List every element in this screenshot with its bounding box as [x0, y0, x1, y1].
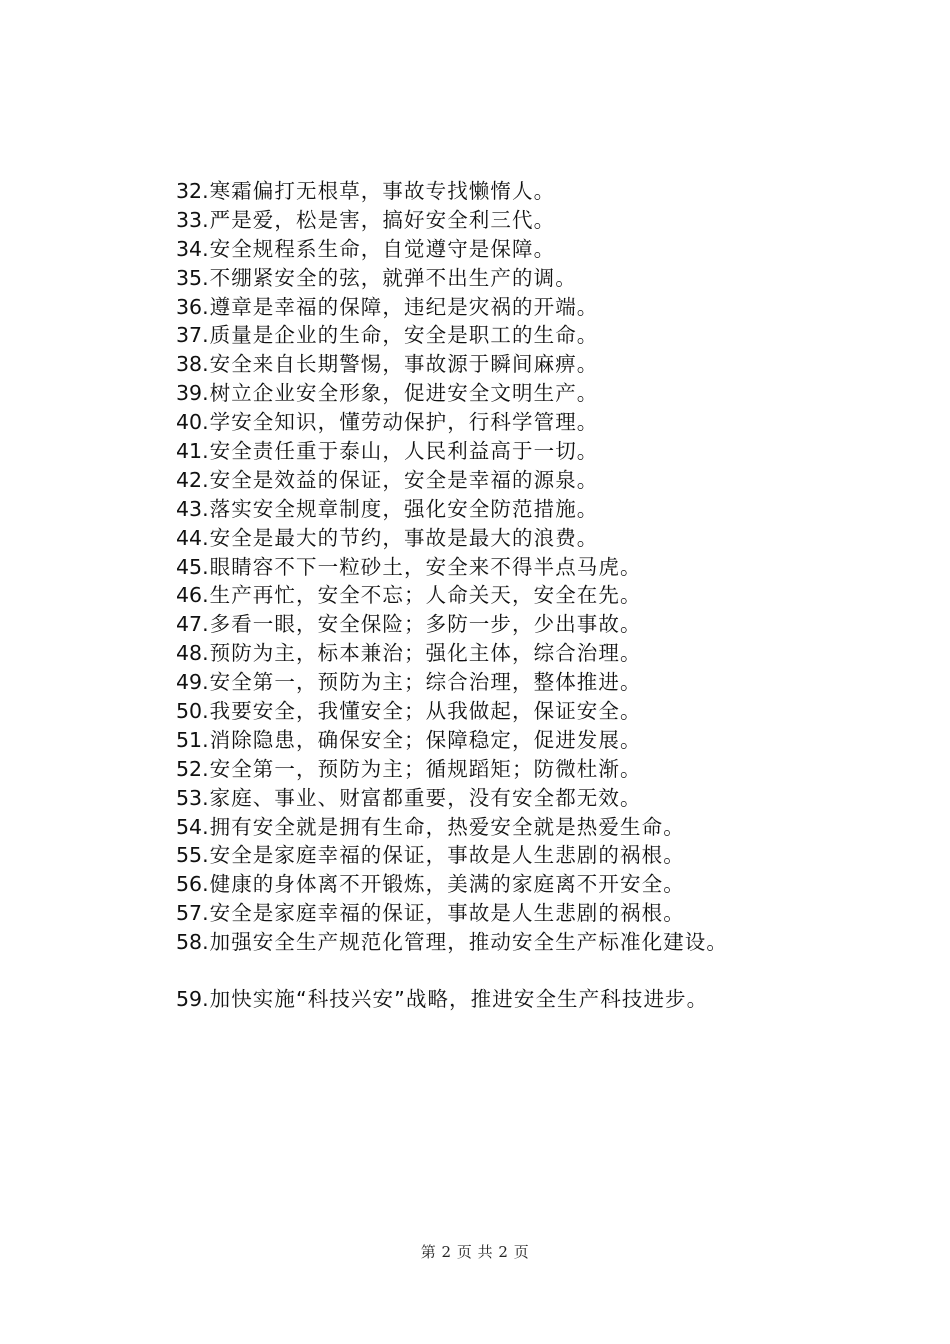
- slogan-text: 加强安全生产规范化管理，推动安全生产标准化建设。: [209, 930, 729, 955]
- slogan-item: [176, 350, 896, 379]
- slogan-item: [176, 524, 896, 553]
- slogan-number: 36.: [176, 294, 209, 319]
- slogan-number: 51.: [176, 727, 209, 752]
- slogan-text: 加快实施“科技兴安”战略，推进安全生产科技进步。: [209, 987, 709, 1012]
- slogan-item: [176, 668, 896, 697]
- slogan-text: 严是爱，松是害，搞好安全利三代。: [209, 207, 556, 232]
- slogan-text: 安全责任重于泰山，人民利益高于一切。: [209, 439, 599, 464]
- slogan-number: 35.: [176, 265, 209, 290]
- slogan-item: [176, 437, 896, 466]
- slogan-item: [176, 466, 896, 495]
- slogan-number: 48.: [176, 641, 209, 666]
- slogan-text: 安全来自长期警惕，事故源于瞬间麻痹。: [209, 352, 599, 377]
- slogan-text: 安全第一，预防为主；循规蹈矩；防微杜渐。: [209, 756, 642, 781]
- slogan-number: 55.: [176, 843, 209, 868]
- slogan-item: [176, 177, 896, 206]
- slogan-text: 消除隐患，确保安全；保障稳定，促进发展。: [209, 727, 642, 752]
- slogan-text: 家庭、事业、财富都重要，没有安全都无效。: [209, 785, 642, 810]
- slogan-text: 安全是最大的节约，事故是最大的浪费。: [209, 525, 599, 550]
- slogan-number: 40.: [176, 410, 209, 435]
- slogan-number: 32.: [176, 179, 209, 203]
- slogan-item: [176, 697, 896, 726]
- slogan-text: 我要安全，我懂安全；从我做起，保证安全。: [209, 699, 642, 724]
- slogan-item: [176, 264, 896, 293]
- slogan-number: 45.: [176, 554, 209, 579]
- slogan-item: [176, 581, 896, 610]
- slogan-number: 46.: [176, 583, 209, 608]
- slogan-text: 质量是企业的生命，安全是职工的生命。: [209, 323, 599, 348]
- slogan-text: 树立企业安全形象，促进安全文明生产。: [209, 381, 599, 406]
- slogan-number: 33.: [176, 207, 209, 232]
- slogan-number: 41.: [176, 439, 209, 464]
- slogan-number: 56.: [176, 872, 209, 897]
- slogan-text: 生产再忙，安全不忘；人命关天，安全在先。: [209, 583, 642, 608]
- slogan-number: 34.: [176, 236, 209, 261]
- slogan-number: 43.: [176, 496, 209, 521]
- slogan-item: [176, 784, 896, 813]
- slogan-item: [176, 495, 896, 524]
- slogan-item: [176, 841, 896, 870]
- slogan-item: [176, 206, 896, 235]
- slogan-text: 拥有安全就是拥有生命，热爱安全就是热爱生命。: [209, 814, 685, 839]
- slogan-number: 37.: [176, 323, 209, 348]
- slogan-item: [176, 726, 896, 755]
- slogan-item: [176, 408, 896, 437]
- slogan-item: [176, 985, 896, 1014]
- slogan-item: [176, 293, 896, 322]
- slogan-list: [176, 177, 896, 1014]
- slogan-text: 安全是家庭幸福的保证，事故是人生悲剧的祸根。: [209, 901, 685, 926]
- slogan-item: [176, 553, 896, 582]
- slogan-number: 57.: [176, 901, 209, 926]
- slogan-number: 54.: [176, 814, 209, 839]
- slogan-item: [176, 899, 896, 928]
- slogan-text: 遵章是幸福的保障，违纪是灾祸的开端。: [209, 294, 599, 319]
- slogan-number: 59.: [176, 987, 209, 1012]
- slogan-text: 多看一眼，安全保险；多防一步，少出事故。: [209, 612, 642, 637]
- slogan-item: [176, 928, 896, 957]
- page-footer: 第 2 页 共 2 页: [420, 1243, 530, 1261]
- slogan-text: 安全是家庭幸福的保证，事故是人生悲剧的祸根。: [209, 843, 685, 868]
- slogan-number: 38.: [176, 352, 209, 377]
- slogan-text: 安全是效益的保证，安全是幸福的源泉。: [209, 467, 599, 492]
- slogan-item: [176, 235, 896, 264]
- slogan-text: 不绷紧安全的弦，就弹不出生产的调。: [209, 265, 577, 290]
- slogan-text: 眼睛容不下一粒砂土，安全来不得半点马虎。: [209, 554, 642, 579]
- slogan-number: 50.: [176, 699, 209, 724]
- slogan-number: 58.: [176, 930, 209, 955]
- slogan-number: 47.: [176, 612, 209, 637]
- slogan-text: 学安全知识，懂劳动保护，行科学管理。: [209, 410, 599, 435]
- slogan-text: 安全规程系生命，自觉遵守是保障。: [209, 236, 556, 261]
- slogan-number: 52.: [176, 756, 209, 781]
- slogan-item: [176, 755, 896, 784]
- slogan-number: 39.: [176, 381, 209, 406]
- slogan-item: [176, 870, 896, 899]
- slogan-item: [176, 379, 896, 408]
- slogan-number: 53.: [176, 785, 209, 810]
- slogan-item: [176, 610, 896, 639]
- slogan-text: 预防为主，标本兼治；强化主体，综合治理。: [209, 641, 642, 666]
- slogan-text: 寒霜偏打无根草，事故专找懒惰人。: [209, 179, 556, 203]
- slogan-text: 健康的身体离不开锻炼，美满的家庭离不开安全。: [209, 872, 685, 897]
- slogan-number: 49.: [176, 670, 209, 695]
- slogan-number: 44.: [176, 525, 209, 550]
- slogan-item: [176, 813, 896, 842]
- slogan-item: [176, 639, 896, 668]
- slogan-item: [176, 321, 896, 350]
- slogan-number: 42.: [176, 467, 209, 492]
- slogan-text: 落实安全规章制度，强化安全防范措施。: [209, 496, 599, 521]
- slogan-text: 安全第一，预防为主；综合治理，整体推进。: [209, 670, 642, 695]
